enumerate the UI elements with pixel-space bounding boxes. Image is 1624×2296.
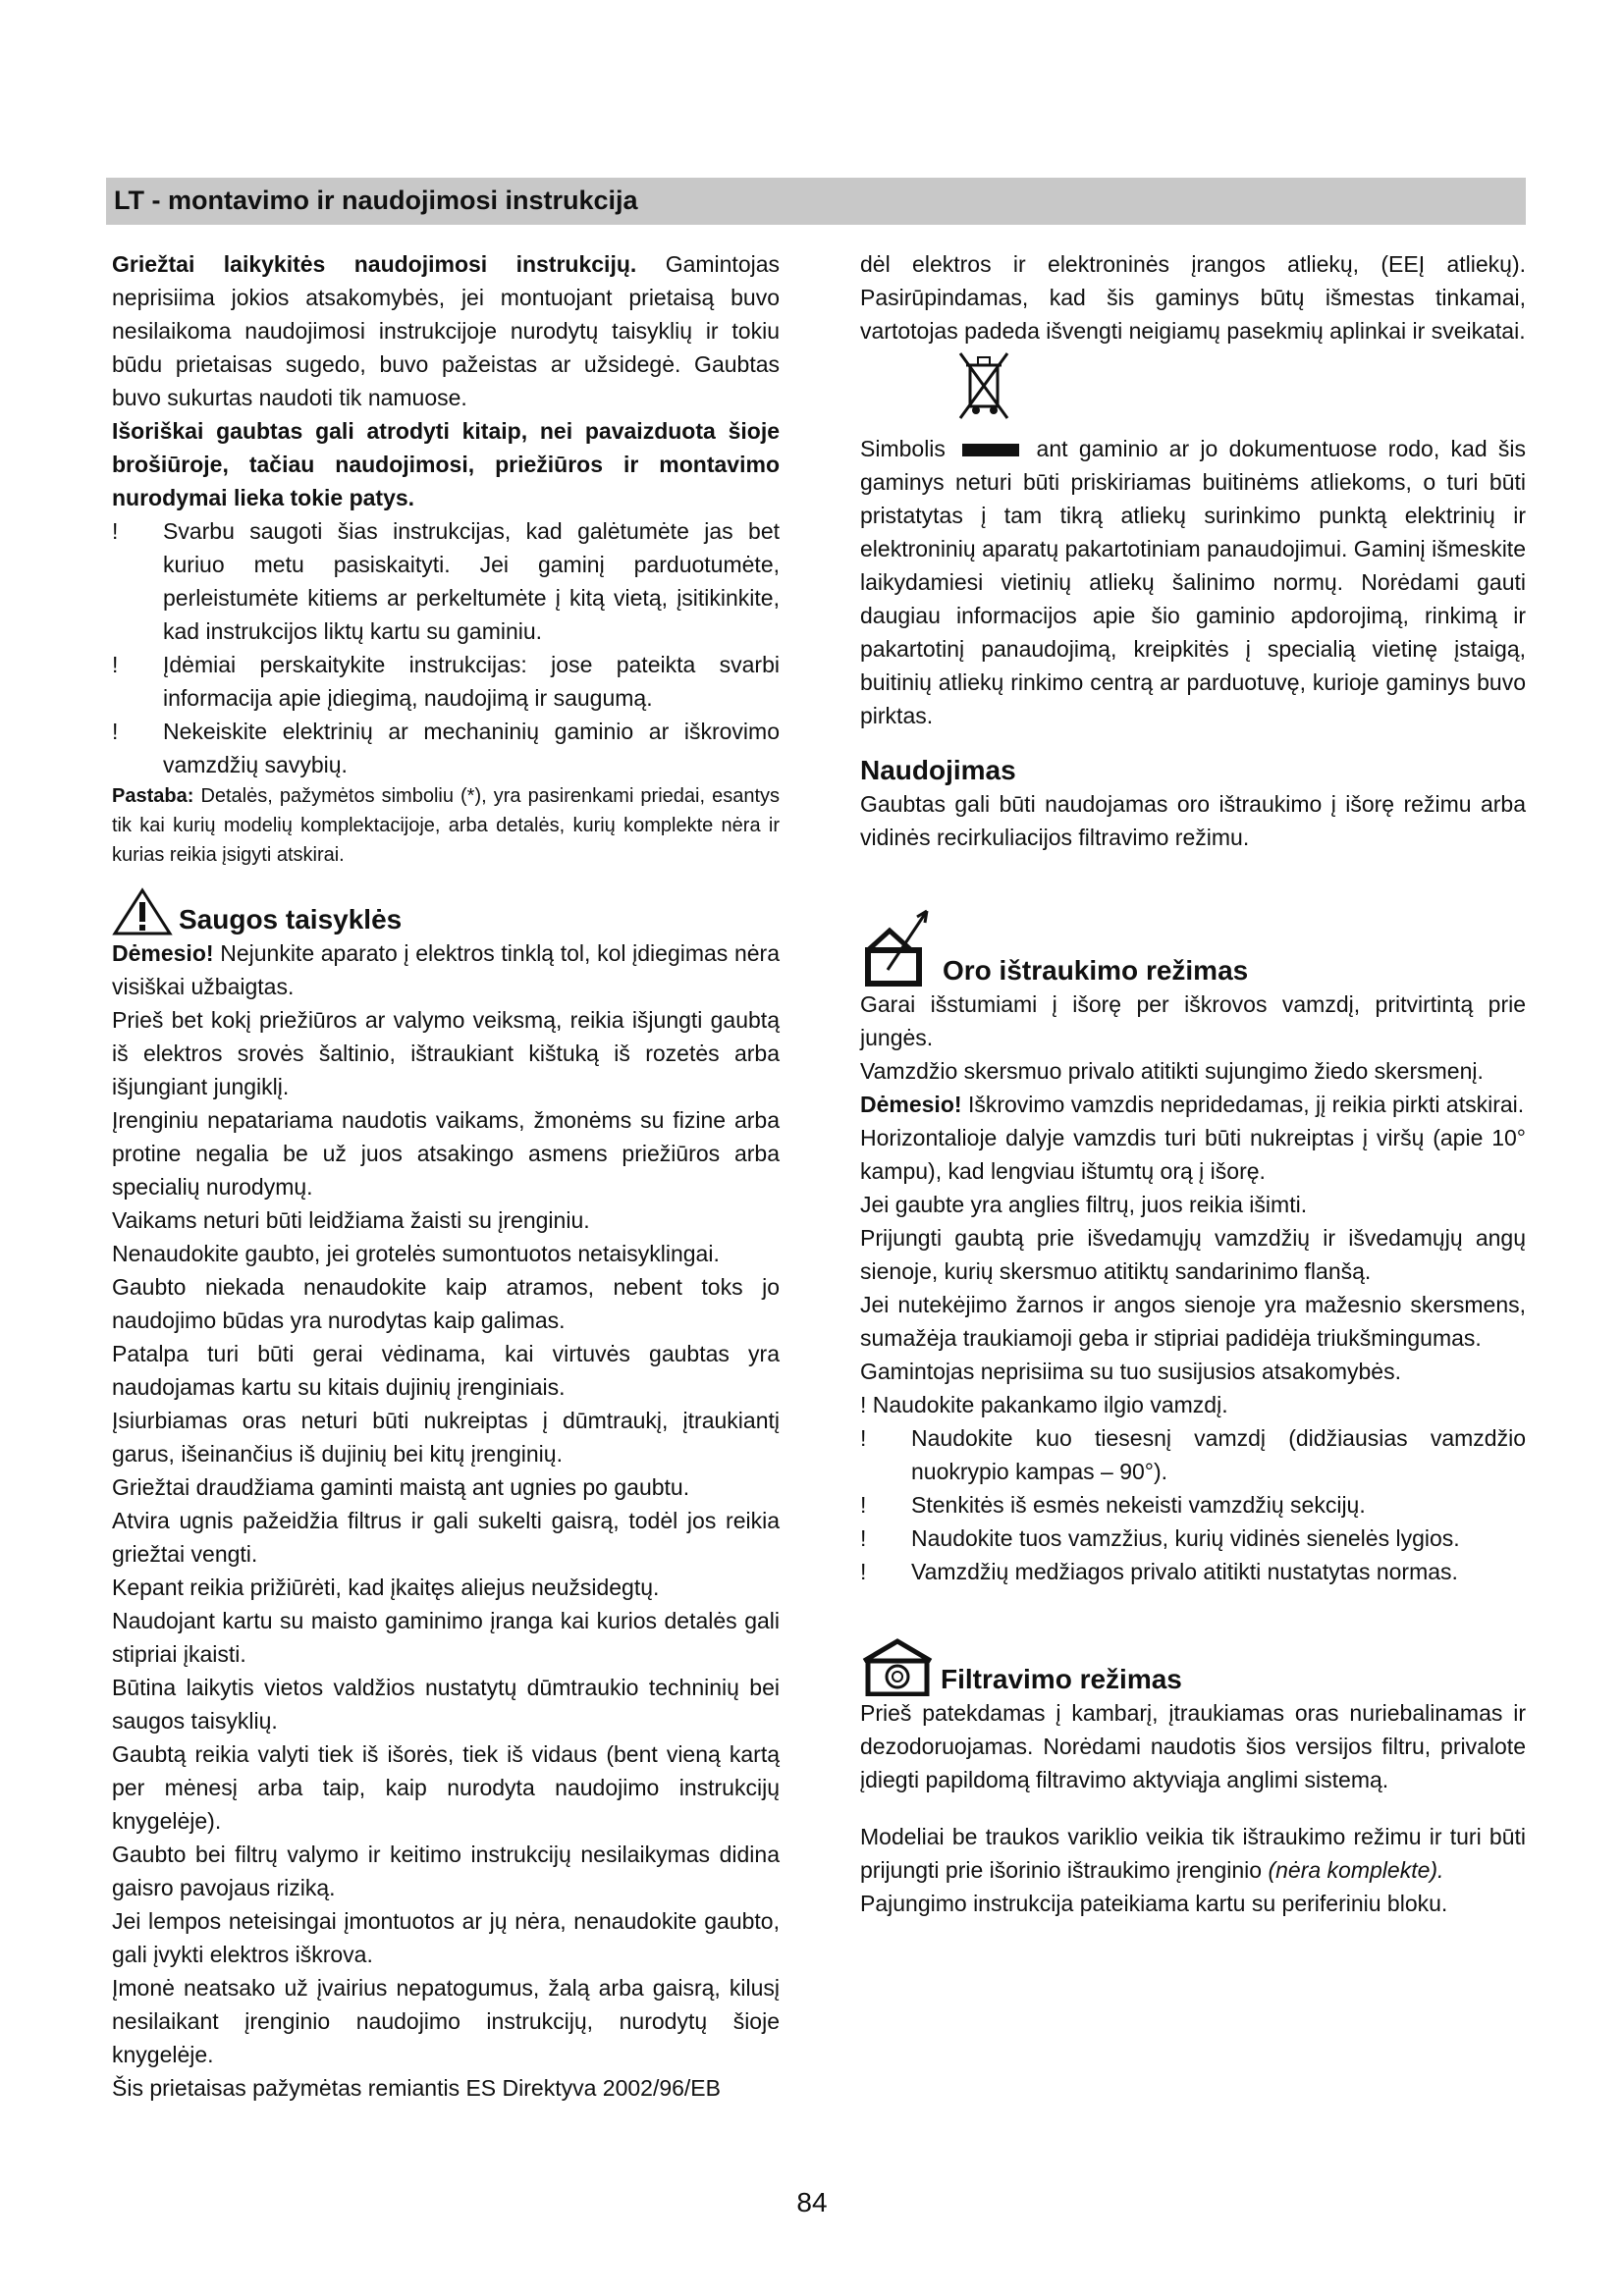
safety-paragraph: Kepant reikia prižiūrėti, kad įkaitęs aliejus neužsidegtų.: [112, 1575, 660, 1600]
attention-label: Dėmesio!: [860, 1092, 962, 1117]
intro-bold2: Išoriškai gaubtas gali atrodyti kitaip, nei pavaizduota šioje brošiūroje, tačiau naudojimosi, priežiūros ir montavimo nurodymai lieka tokie patys.: [112, 418, 780, 510]
connect-paragraph: Pajungimo instrukcija pateikiama kartu su periferiniu bloku.: [860, 1891, 1448, 1916]
extraction-paragraph: Vamzdžio skersmuo privalo atitikti sujungimo žiedo skersmenį.: [860, 1058, 1484, 1084]
intro-text: Gamintojas neprisiima jokios atsakomybės, jei montuojant prietaisą buvo nesilaikoma naudojimosi instrukcijoje nurodytų taisyklių ir tokiu būdu prietaisas sugedo, buvo pažeistas ar užsidegė. Gaubtas buvo sukurtas naudoti tik namuose.: [112, 251, 781, 410]
extraction-heading: [860, 903, 1526, 988]
models-paragraph: [860, 1820, 1526, 1887]
right-column: [860, 247, 1526, 1920]
safety-paragraph: Atvira ugnis pažeidžia filtrus ir gali sukelti gaisrą, todėl jos reikia griežtai vengti.: [112, 1508, 780, 1567]
bullet-mark: !: [860, 1559, 867, 1584]
bullet-item: [112, 715, 780, 781]
extraction-paragraph: Jei nutekėjimo žarnos ir angos sienoje yra mažesnio skersmens, sumažėja traukiamoji geba ir stipriai padidėja triukšmingumas.: [860, 1292, 1526, 1351]
header-bar: [106, 178, 1526, 225]
weee-icon-wrap: [860, 347, 1526, 432]
bullet-item: [860, 1522, 1526, 1555]
bullet-item: [860, 1555, 1526, 1588]
bullet-mark: !: [112, 652, 119, 677]
extraction-paragraph: Gamintojas neprisiima su tuo susijusios atsakomybės.: [860, 1359, 1401, 1384]
models-text: Modeliai be traukos variklio veikia tik ištraukimo režimu ir turi būti prijungti prie išorinio ištraukimo įrenginio: [860, 1824, 1526, 1883]
intro-bold-paragraph: [112, 414, 780, 514]
bullet-mark: !: [860, 1492, 867, 1518]
left-column: [112, 247, 780, 2105]
bullet-item: [860, 1421, 1526, 1488]
safety-paragraph: Įrenginiu nepatariama naudotis vaikams, žmonėms su fizine arba protine negalia be už juos atsakingo asmens priežiūros arba specialių nurodymų.: [112, 1107, 780, 1200]
symbol-paragraph: [860, 432, 1526, 732]
safety-title: Saugos taisyklės: [179, 904, 403, 934]
note-text: Detalės, pažymėtos simboliu (*), yra pasirenkami priedai, esantys tik kai kurių modelių komplektacijoje, arba detalės, kurių komplekte nėra ir kurias reikia įsigyti atskirai.: [112, 785, 781, 866]
bullet-text: Stenkitės iš esmės nekeisti vamzdžių sekcijų.: [911, 1492, 1366, 1518]
safety-paragraph: Šis prietaisas pažymėtas remiantis ES Direktyva 2002/96/EB: [112, 2075, 721, 2101]
note-label: Pastaba:: [112, 785, 194, 807]
attention-label: Dėmesio!: [112, 940, 214, 966]
safety-paragraph: Gaubto bei filtrų valymo ir keitimo instrukcijų nesilaikymas didina gaisro pavojaus riziką.: [112, 1842, 780, 1900]
bullet-mark: !: [112, 719, 119, 744]
bullet-text: Naudokite tuos vamzžius, kurių vidinės sienelės lygios.: [911, 1525, 1460, 1551]
first-bullet: ! Naudokite pakankamo ilgio vamzdį.: [860, 1392, 1228, 1417]
extraction-paragraph: Garai išstumiami į išorę per iškrovos vamzdį, pritvirtintą prie jungės.: [860, 991, 1526, 1050]
bullet-text: Įdėmiai perskaitykite instrukcijas: jose pateikta svarbi informacija apie įdiegimą, naudojimą ir saugumą.: [163, 652, 780, 711]
crossed-bin-icon: [954, 347, 1013, 428]
attention-paragraph: [112, 936, 780, 1003]
safety-paragraph: Būtina laikytis vietos valdžios nustatytų dūmtraukio techninių bei saugos taisyklių.: [112, 1675, 780, 1734]
page-number: 84: [796, 2187, 828, 2217]
extraction-title: Oro ištraukimo režimas: [943, 955, 1249, 986]
safety-paragraph: Gaubto niekada nenaudokite kaip atramos, nebent toks jo naudojimo būdas yra nurodytas kaip galimas.: [112, 1274, 780, 1333]
extraction-paragraph: Jei gaubte yra anglies filtrų, juos reikia išimti.: [860, 1192, 1308, 1217]
extraction-paragraph: Prijungti gaubtą prie išvedamųjų vamzdžių ir išvedamųjų angų sienoje, kurių skersmuo atitiktų sandarinimo flanšą.: [860, 1225, 1526, 1284]
bullet-text: Vamzdžių medžiagos privalo atitikti nustatytas normas.: [911, 1559, 1458, 1584]
bullet-text: Nekeiskite elektrinių ar mechaninių gaminio ar iškrovimo vamzdžių savybių.: [163, 719, 780, 777]
safety-paragraph: Nenaudokite gaubto, jei grotelės sumontuotos netaisyklingai.: [112, 1241, 720, 1266]
safety-heading: [112, 887, 780, 936]
filter-mode-icon: [860, 1637, 935, 1696]
usage-paragraph: Gaubtas gali būti naudojamas oro ištraukimo į išorę režimu arba vidinės recirkuliacijos filtravimo režimu.: [860, 791, 1526, 850]
intro-paragraph: [112, 247, 780, 414]
extraction-attention: [860, 1088, 1526, 1121]
bullet-mark: !: [860, 1425, 867, 1451]
extraction-mode-icon: [860, 903, 937, 988]
weee-paragraph: dėl elektros ir elektroninės įrangos atliekų, (EEĮ atliekų). Pasirūpindamas, kad šis gaminys būtų išmestas tinkamai, vartotojas padeda išvengti neigiamų pasekmių aplinkai ir sveikatai.: [860, 251, 1526, 344]
symbol-text: ant gaminio ar jo dokumentuose rodo, kad šis gaminys neturi būti priskiriamas buitinėms atliekoms, o turi būti pristatytas į tam tikrą atliekų surinkimo punktą elektrinių ir elektroninių aparatų pakartotiniam panaudojimui. Gaminį išmeskite laikydamiesi vietinių atliekų šalinimo normų. Norėdami gauti daugiau informacijos apie šio gaminio apdorojimą, rinkimą ir pakartotinį panaudojimą, kreipkitės į specialią vietinę įstaigą, buitinių atliekų rinkimo centrą ar parduotuvę, kurioje gaminys buvo pirktas.: [860, 436, 1527, 728]
safety-paragraph: Patalpa turi būti gerai vėdinama, kai virtuvės gaubtas yra naudojamas kartu su kitais dujinių įrenginiais.: [112, 1341, 780, 1400]
safety-paragraph: Naudojant kartu su maisto gaminimo įranga kai kurios detalės gali stipriai įkaisti.: [112, 1608, 780, 1667]
bullet-item: [860, 1488, 1526, 1522]
safety-paragraph: Vaikams neturi būti leidžiama žaisti su įrenginiu.: [112, 1207, 590, 1233]
symbol-word: Simbolis: [860, 436, 946, 461]
safety-paragraph: Prieš bet kokį priežiūros ar valymo veiksmą, reikia išjungti gaubtą iš elektros srovės šaltinio, ištraukiant kištuką iš rozetės arba išjungiant jungiklį.: [112, 1007, 780, 1099]
extraction-paragraph: Horizontalioje dalyje vamzdis turi būti nukreiptas į viršų (apie 10° kampu), kad lengviau ištumtų orą į išorę.: [860, 1125, 1526, 1184]
filter-heading: [860, 1637, 1526, 1696]
warning-icon: [112, 887, 173, 936]
usage-title: Naudojimas: [860, 755, 1016, 785]
attention-text: Iškrovimo vamzdis nepridedamas, jį reikia pirkti atskirai.: [967, 1092, 1525, 1117]
bullet-text: Svarbu saugoti šias instrukcijas, kad galėtumėte jas bet kuriuo metu pasiskaityti. Jei gaminį parduotumėte, perleistumėte kitiems ar perkeltumėte į kitą vietą, įsitikinkite, kad instrukcijos liktų kartu su gaminiu.: [163, 518, 780, 644]
safety-paragraph: Gaubtą reikia valyti tiek iš išorės, tiek iš vidaus (bent vieną kartą per mėnesį arba taip, kaip nurodyta naudojimo instrukcijų knygelėje).: [112, 1741, 780, 1834]
black-bar-symbol: [962, 444, 1019, 456]
note-paragraph: [112, 781, 780, 870]
safety-paragraph: Įmonė neatsako už įvairius nepatogumus, žalą arba gaisrą, kilusį nesilaikant įrenginio naudojimo instrukcijų, nurodytų šioje knygelėje.: [112, 1975, 780, 2067]
bullet-item: [112, 514, 780, 648]
intro-bold: Griežtai laikykitės naudojimosi instrukcijų.: [112, 251, 637, 277]
safety-paragraph: Jei lempos neteisingai įmontuotos ar jų nėra, nenaudokite gaubto, gali įvykti elektros iškrova.: [112, 1908, 780, 1967]
safety-paragraph: Įsiurbiamas oras neturi būti nukreiptas į dūmtraukį, įtraukiantį garus, išeinančius iš dujinių bei kitų įrenginių.: [112, 1408, 780, 1467]
filter-title: Filtravimo režimas: [941, 1664, 1182, 1694]
page-title: LT - montavimo ir naudojimosi instrukcija: [114, 186, 638, 215]
bullet-item: [112, 648, 780, 715]
safety-paragraph: Griežtai draudžiama gaminti maistą ant ugnies po gaubtu.: [112, 1474, 690, 1500]
bullet-mark: !: [112, 518, 119, 544]
models-italic: (nėra komplekte).: [1268, 1857, 1444, 1883]
attention-text: Nejunkite aparato į elektros tinklą tol, kol įdiegimas nėra visiškai užbaigtas.: [112, 940, 781, 999]
bullet-mark: !: [860, 1525, 867, 1551]
bullet-text: Naudokite kuo tiesesnį vamzdį (didžiausias vamzdžio nuokrypio kampas – 90°).: [911, 1425, 1526, 1484]
filter-paragraph: Prieš patekdamas į kambarį, įtraukiamas oras nuriebalinamas ir dezodoruojamas. Norėdami naudotis šios versijos filtru, privalote įdiegti papildomą filtravimo aktyviąja anglimi sistemą.: [860, 1700, 1526, 1792]
